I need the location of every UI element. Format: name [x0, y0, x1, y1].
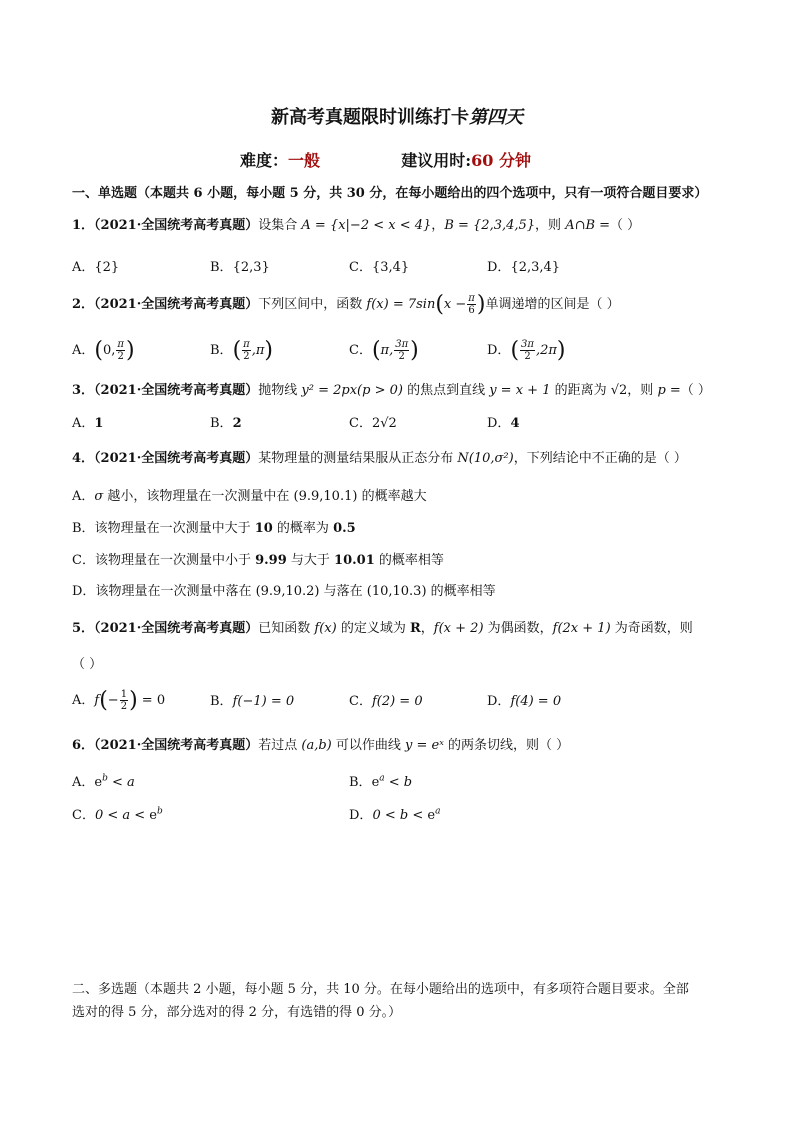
q2-option-d[interactable]: D．( $\frac{3\pi}{2}$ ,2π) [487, 338, 566, 363]
section-heading-multi-choice-line2: 选对的得 5 分，部分选对的得 2 分，有选错的得 0 分。） [72, 1005, 402, 1020]
section-heading-single-choice: 一、单选题（本题共 6 小题，每小题 5 分，共 30 分，在每小题给出的四个选项中，只有一项符合题目要求） [72, 186, 708, 201]
difficulty-value: 一般 [288, 151, 321, 170]
q4-option-b[interactable]: B．该物理量在一次测量中大于 10 的概率为 0.5 [72, 521, 356, 536]
time-value: 60 分钟 [471, 151, 531, 170]
q3-option-c[interactable]: C．2√2 [349, 416, 397, 431]
q1-option-d[interactable]: D．{2,3,4} [487, 260, 561, 275]
q1-option-b[interactable]: B．{2,3} [210, 260, 270, 275]
q3-option-d[interactable]: D．4 [487, 416, 520, 431]
question-5-bracket: （ ） [72, 657, 103, 672]
question-6: 6．（2021·全国统考高考真题）若过点 (a,b) 可以作曲线 y = eˣ 的两条切线，则（ ） [72, 738, 570, 753]
q4-option-a[interactable]: A．σ 越小，该物理量在一次测量中在 (9.9,10.1) 的概率越大 [72, 489, 427, 504]
q2-stem-fraction: $\frac{\pi}{6}$ [468, 293, 475, 316]
q3-option-b[interactable]: B．2 [210, 416, 242, 431]
q4-option-d[interactable]: D．该物理量在一次测量中落在 (9.9,10.2) 与落在 (10,10.3) 的概率相等 [72, 584, 496, 599]
difficulty-info: 难度：一般 建议用时:60 分钟 [240, 151, 531, 170]
q5-option-a[interactable]: A．f(− $\frac{1}{2}$ ) = 0 [72, 688, 166, 713]
question-1: 1．（2021·全国统考高考真题）设集合 A = {x|−2 < x < 4}，B = {2,3,4,5}，则 A∩B =（ ） [72, 218, 641, 233]
q4-option-c[interactable]: C．该物理量在一次测量中小于 9.99 与大于 10.01 的概率相等 [72, 553, 444, 568]
q3-option-a[interactable]: A．1 [72, 416, 104, 431]
q2-option-a[interactable]: A．(0, $\frac{\pi}{2}$ ) [72, 338, 135, 363]
page-title: 新高考真题限时训练打卡第四天 [271, 107, 523, 128]
q2-option-b[interactable]: B．( $\frac{\pi}{2}$ ,π) [210, 338, 274, 363]
q2-option-c[interactable]: C．(π, $\frac{3\pi}{2}$ ) [349, 338, 419, 363]
question-4: 4．（2021·全国统考高考真题）某物理量的测量结果服从正态分布 N(10,σ²)，下列结论中不正确的是（ ） [72, 451, 687, 466]
question-5: 5．（2021·全国统考高考真题）已知函数 f(x) 的定义域为 R，f(x + 2) 为偶函数，f(2x + 1) 为奇函数，则 [72, 621, 693, 636]
q6-option-c[interactable]: C．$0 < a < e^b$ [72, 806, 163, 823]
section-heading-multi-choice-line1: 二、多选题（本题共 2 小题，每小题 5 分，共 10 分。在每小题给出的选项中，有多项符合题目要求。全部 [72, 982, 689, 997]
q1-option-a[interactable]: A．{2} [72, 260, 120, 275]
q1-option-c[interactable]: C．{3,4} [349, 260, 410, 275]
question-2: 2．（2021·全国统考高考真题）下列区间中，函数 f(x) = 7sin(x − $\frac{\pi}{6}$ )单调递增的区间是（ ） [72, 292, 620, 317]
q6-option-d[interactable]: D．$0 < b < e^a$ [349, 806, 441, 823]
q5-option-c[interactable]: C．f(2) = 0 [349, 694, 423, 709]
q5-option-d[interactable]: D．f(4) = 0 [487, 694, 562, 709]
question-3: 3．（2021·全国统考高考真题）抛物线 y² = 2px(p > 0) 的焦点到直线 y = x + 1 的距离为 √2，则 p =（ ） [72, 383, 711, 398]
q6-option-b[interactable]: B．$e^a < b$ [349, 773, 413, 790]
q5-option-b[interactable]: B．f(−1) = 0 [210, 694, 295, 709]
q6-option-a[interactable]: A．$e^b < a$ [72, 773, 135, 790]
